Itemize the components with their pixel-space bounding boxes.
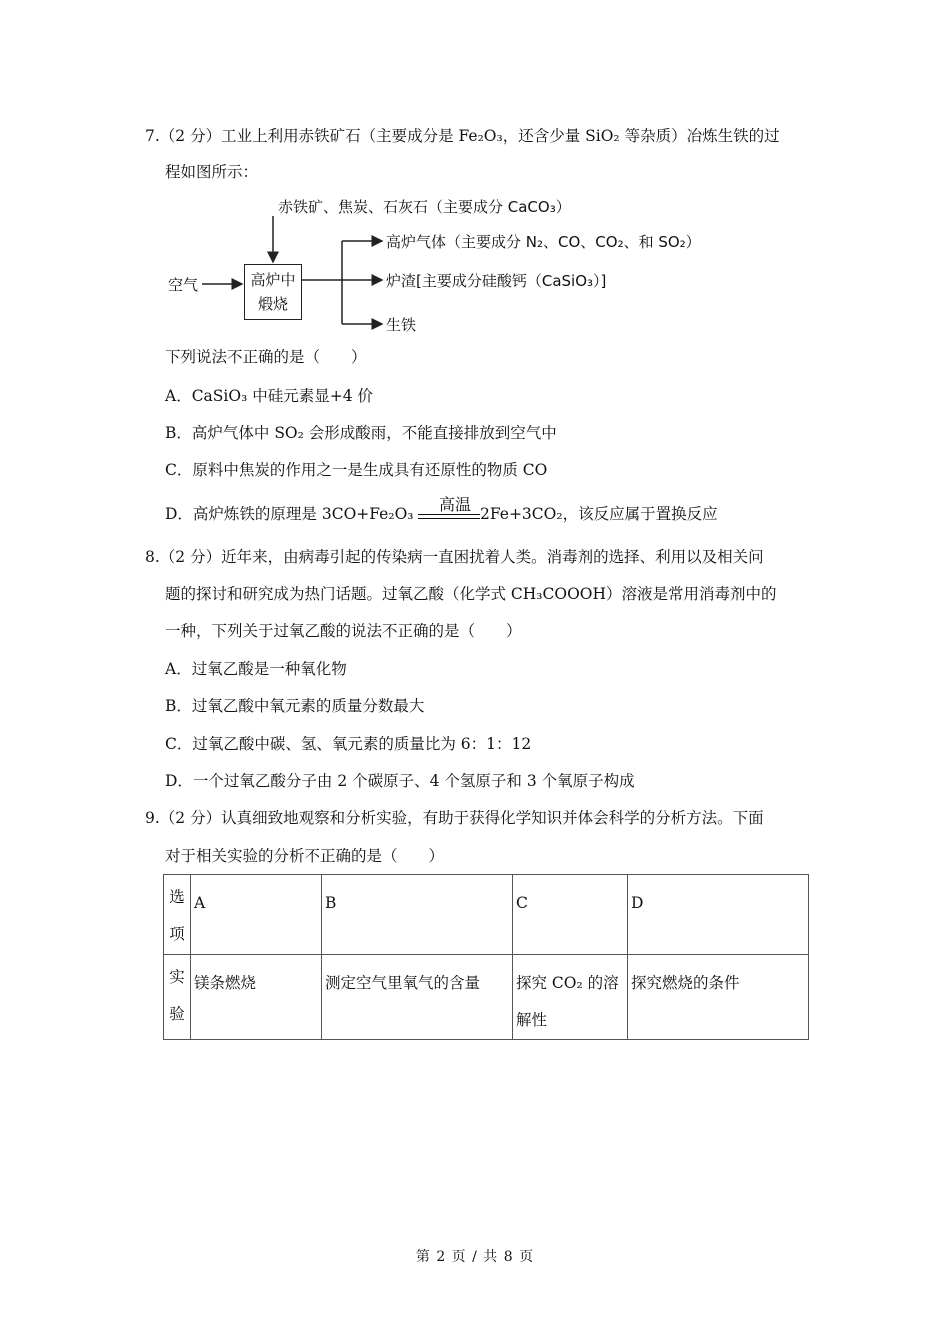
q7-line1: 7.（2 分）工业上利用赤铁矿石（主要成分是 Fe₂O₃，还含少量 SiO₂ 等杂质）冶炼生铁的过	[145, 127, 780, 145]
q8-option-c: C．过氧乙酸中碳、氢、氧元素的质量比为 6：1：12	[165, 735, 532, 753]
furnace-label-2: 煅烧	[257, 295, 288, 313]
q8-option-d: D．一个过氧乙酸分子由 2 个碳原子、4 个氢原子和 3 个氧原子构成	[165, 772, 635, 790]
q9-table	[163, 874, 809, 1040]
q7-option-b: B．高炉气体中 SO₂ 会形成酸雨，不能直接排放到空气中	[165, 424, 557, 442]
furnace-box	[244, 264, 302, 320]
page-footer: 第 2 页 / 共 8 页	[415, 1249, 535, 1265]
diagram-inputs: 赤铁矿、焦炭、石灰石（主要成分 CaCO₃）	[278, 198, 571, 216]
q9-line1: 9.（2 分）认真细致地观察和分析实验，有助于获得化学知识并体会科学的分析方法。下面	[145, 809, 764, 827]
q7-option-d-left: D．高炉炼铁的原理是 3CO+Fe₂O₃	[165, 505, 414, 523]
q7-option-a: A．CaSiO₃ 中硅元素显+4 价	[165, 387, 373, 405]
q7-option-d-right: 2Fe+3CO₂，该反应属于置换反应	[480, 505, 718, 523]
q7-stem: 下列说法不正确的是（ ）	[165, 348, 367, 366]
table-cell-exp-b: 测定空气里氧气的含量	[322, 955, 513, 1040]
table-cell-b: B	[322, 875, 513, 955]
diagram-output3: 生铁	[386, 316, 417, 334]
q8-line2: 题的探讨和研究成为热门话题。过氧乙酸（化学式 CH₃COOOH）溶液是常用消毒剂中的	[165, 585, 777, 603]
table-cell-a: A	[191, 875, 322, 955]
table-cell-d: D	[628, 875, 809, 955]
table-cell-exp-d: 探究燃烧的条件	[628, 955, 809, 1040]
table-row	[164, 955, 809, 1040]
equals-bar-bottom	[418, 518, 480, 519]
table-cell-c: C	[513, 875, 628, 955]
table-row	[164, 875, 809, 955]
flow-diagram	[160, 192, 740, 342]
diagram-output1: 高炉气体（主要成分 N₂、CO、CO₂、和 SO₂）	[386, 233, 701, 251]
q7-line2: 程如图所示：	[165, 163, 259, 181]
equals-bar-top	[418, 514, 480, 515]
furnace-label-1: 高炉中	[250, 271, 296, 289]
q9-line2: 对于相关实验的分析不正确的是（ ）	[165, 847, 445, 865]
diagram-air: 空气	[168, 276, 199, 294]
diagram-output2: 炉渣[主要成分硅酸钙（CaSiO₃）]	[386, 272, 607, 290]
table-cell-exp-a: 镁条燃烧	[191, 955, 322, 1040]
q8-option-b: B．过氧乙酸中氧元素的质量分数最大	[165, 697, 425, 715]
q8-line1: 8.（2 分）近年来，由病毒引起的传染病一直困扰着人类。消毒剂的选择、利用以及相关问	[145, 548, 764, 566]
table-cell-exp-c: 探究 CO₂ 的溶解性	[513, 955, 628, 1040]
q7-option-c: C．原料中焦炭的作用之一是生成具有还原性的物质 CO	[165, 461, 548, 479]
table-head-options: 选 项	[164, 875, 191, 955]
q8-line3: 一种，下列关于过氧乙酸的说法不正确的是（ ）	[165, 622, 522, 640]
table-head-experiment: 实 验	[164, 955, 191, 1040]
q8-option-a: A．过氧乙酸是一种氧化物	[165, 660, 347, 678]
reaction-condition: 高温	[438, 495, 471, 514]
